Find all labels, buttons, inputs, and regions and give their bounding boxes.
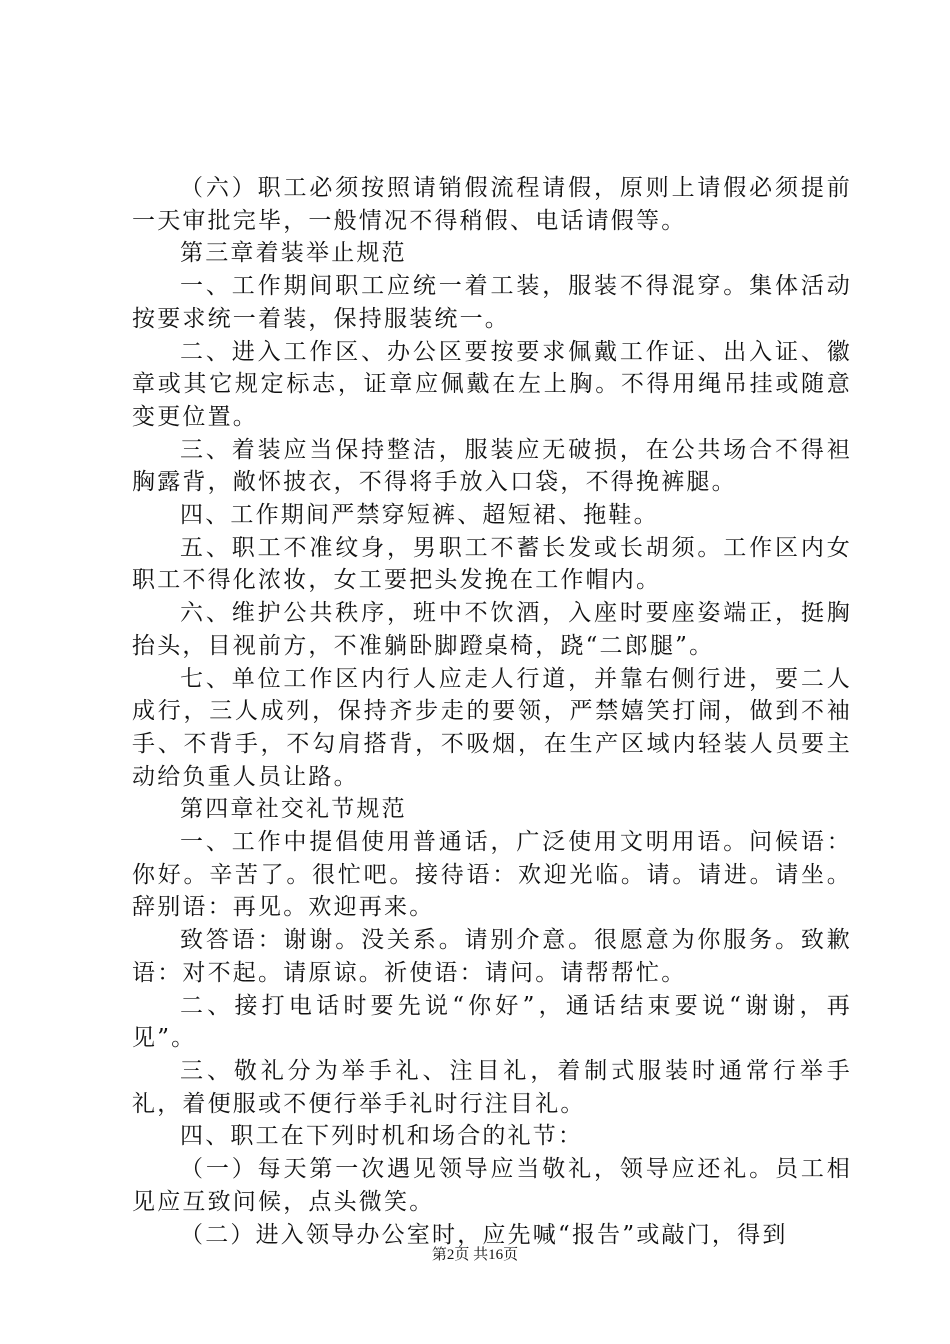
page-number-footer: 第2页 共16页: [431, 1247, 519, 1263]
paragraph: 四、职工在下列时机和场合的礼节：: [180, 1123, 584, 1150]
paragraph: 致答语：谢谢。没关系。请别介意。很愿意为你服务。致歉语：对不起。请原谅。祈使语：请问。请帮帮忙。: [132, 927, 852, 986]
paragraph: 三、敬礼分为举手礼、注目礼，着制式服装时通常行举手礼，着便服或不便行举手礼时行注目礼。: [132, 1057, 852, 1117]
paragraph: 二、进入工作区、办公区要按要求佩戴工作证、出入证、徽章或其它规定标志，证章应佩戴在左上胸。不得用绳吊挂或随意变更位置。: [132, 338, 852, 430]
paragraph: 七、单位工作区内行人应走人行道，并靠右侧行进，要二人成行，三人成列，保持齐步走的要领，严禁嬉笑打闹，做到不袖手、不背手，不勾肩搭背，不吸烟，在生产区域内轻装人员要主动给负重人员让路。: [132, 665, 852, 790]
chapter-heading: 第四章社交礼节规范: [180, 796, 407, 823]
paragraph: （一）每天第一次遇见领导应当敬礼，领导应还礼。员工相见应互致问候，点头微笑。: [132, 1156, 852, 1215]
document-body: [132, 172, 852, 1251]
paragraph: 一、工作期间职工应统一着工装，服装不得混穿。集体活动按要求统一着装，保持服装统一。: [132, 273, 852, 332]
paragraph: 六、维护公共秩序，班中不饮酒，入座时要座姿端正，挺胸抬头，目视前方，不准躺卧脚蹬桌椅，跷“二郎腿”。: [132, 600, 852, 659]
paragraph: （六）职工必须按照请销假流程请假，原则上请假必须提前一天审批完毕，一般情况不得稍假、电话请假等。: [132, 175, 852, 234]
paragraph: 一、工作中提倡使用普通话，广泛使用文明用语。问候语：你好。辛苦了。很忙吧。接待语：欢迎光临。请。请进。请坐。辞别语：再见。欢迎再来。: [132, 829, 852, 921]
paragraph: 二、接打电话时要先说“你好”，通话结束要说“谢谢，再见”。: [132, 992, 852, 1052]
paragraph: 五、职工不准纹身，男职工不蓄长发或长胡须。工作区内女职工不得化浓妆，女工要把头发挽在工作帽内。: [132, 534, 852, 594]
chapter-heading: 第三章着装举止规范: [180, 240, 407, 267]
paragraph: （二）进入领导办公室时，应先喊“报告”或敲门，得到: [180, 1221, 788, 1248]
paragraph: 三、着装应当保持整洁，服装应无破损，在公共场合不得袒胸露背，敞怀披衣，不得将手放入口袋，不得挽裤腿。: [132, 436, 852, 496]
paragraph: 四、工作期间严禁穿短裤、超短裙、拖鞋。: [180, 502, 659, 529]
